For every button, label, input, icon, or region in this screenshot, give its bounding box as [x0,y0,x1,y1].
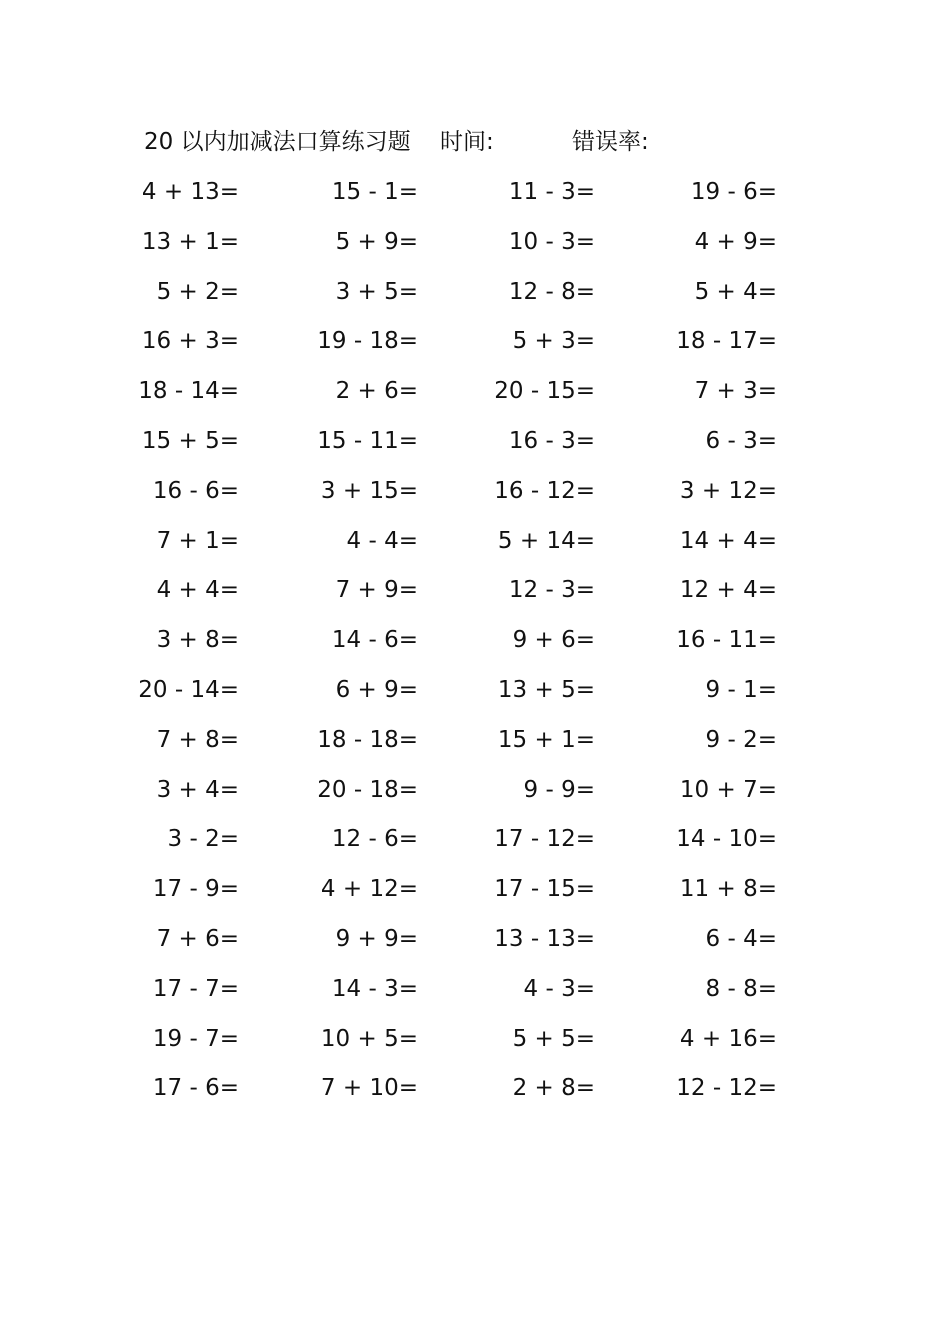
problem-cell: 12 - 6= [331,826,418,853]
problem-cell: 2 + 8= [512,1075,595,1102]
problem-cell: 18 - 18= [317,726,418,753]
problem-cell: 11 - 3= [508,179,595,205]
error-rate-label: 错误率: [572,129,649,155]
problem-row [0,172,950,222]
problem-cell: 11 + 8= [679,876,777,903]
problem-cell: 12 - 8= [508,278,595,305]
problem-cell: 16 + 3= [141,328,239,355]
problem-cell: 17 - 15= [494,876,595,903]
problem-cell: 5 + 5= [512,1025,595,1052]
problem-cell: 9 - 9= [523,776,595,803]
problem-cell: 4 + 13= [141,179,239,205]
problem-cell: 15 - 11= [317,427,418,454]
problem-cell: 4 + 4= [156,577,239,604]
problem-cell: 8 - 8= [705,975,777,1002]
problem-row [0,421,950,471]
problem-cell: 13 - 13= [494,925,595,952]
problem-cell: 5 + 2= [156,278,239,305]
problem-cell: 19 - 18= [317,328,418,355]
problem-cell: 2 + 6= [335,378,418,405]
problem-cell: 6 - 3= [705,427,777,454]
problem-grid [0,172,950,1118]
problem-cell: 7 + 8= [156,726,239,753]
problem-cell: 17 - 12= [494,826,595,853]
problem-cell: 14 - 6= [331,627,418,654]
problem-cell: 6 - 4= [705,925,777,952]
problem-cell: 17 - 9= [152,876,239,903]
problem-cell: 7 + 9= [335,577,418,604]
problem-cell: 15 + 5= [141,427,239,454]
problem-row [0,670,950,720]
problem-cell: 5 + 9= [335,228,418,255]
problem-row [0,1019,950,1069]
problem-cell: 4 + 12= [320,876,418,903]
problem-row [0,222,950,272]
problem-row [0,321,950,371]
problem-cell: 14 - 3= [331,975,418,1002]
problem-row [0,521,950,571]
problem-cell: 3 + 8= [156,627,239,654]
problem-cell: 3 + 5= [335,278,418,305]
problem-cell: 18 - 14= [138,378,239,405]
problem-row [0,570,950,620]
problem-cell: 18 - 17= [676,328,777,355]
problem-cell: 12 - 3= [508,577,595,604]
problem-row [0,272,950,322]
problem-cell: 5 + 4= [694,278,777,305]
problem-row [0,371,950,421]
problem-cell: 3 - 2= [167,826,239,853]
problem-cell: 7 + 3= [694,378,777,405]
problem-row [0,919,950,969]
problem-cell: 17 - 6= [152,1075,239,1102]
problem-cell: 16 - 6= [152,477,239,504]
problem-cell: 5 + 3= [512,328,595,355]
page-title: 20 以内加减法口算练习题 [144,129,411,155]
problem-cell: 19 - 6= [690,179,777,205]
problem-row [0,819,950,869]
problem-cell: 19 - 7= [152,1025,239,1052]
problem-row [0,869,950,919]
problem-cell: 17 - 7= [152,975,239,1002]
problem-cell: 12 - 12= [676,1075,777,1102]
problem-cell: 4 - 3= [523,975,595,1002]
problem-cell: 4 + 9= [694,228,777,255]
problem-cell: 13 + 1= [141,228,239,255]
problem-cell: 9 + 6= [512,627,595,654]
problem-cell: 20 - 15= [494,378,595,405]
problem-cell: 5 + 14= [497,527,595,554]
problem-cell: 7 + 6= [156,925,239,952]
problem-cell: 9 - 1= [705,676,777,703]
problem-cell: 7 + 1= [156,527,239,554]
problem-cell: 14 + 4= [679,527,777,554]
problem-row [0,471,950,521]
problem-cell: 3 + 15= [320,477,418,504]
problem-cell: 10 + 7= [679,776,777,803]
problem-row [0,720,950,770]
problem-cell: 4 - 4= [346,527,418,554]
problem-cell: 4 + 16= [679,1025,777,1052]
problem-cell: 10 - 3= [508,228,595,255]
time-label: 时间: [440,129,494,155]
problem-cell: 13 + 5= [497,676,595,703]
problem-row [0,969,950,1019]
problem-cell: 3 + 12= [679,477,777,504]
problem-cell: 16 - 3= [508,427,595,454]
problem-row [0,770,950,820]
problem-cell: 3 + 4= [156,776,239,803]
problem-row [0,1068,950,1118]
problem-row [0,620,950,670]
problem-cell: 15 + 1= [497,726,595,753]
problem-cell: 12 + 4= [679,577,777,604]
problem-cell: 20 - 14= [138,676,239,703]
problem-cell: 20 - 18= [317,776,418,803]
problem-cell: 6 + 9= [335,676,418,703]
problem-cell: 9 - 2= [705,726,777,753]
problem-cell: 9 + 9= [335,925,418,952]
problem-cell: 10 + 5= [320,1025,418,1052]
problem-cell: 16 - 11= [676,627,777,654]
worksheet-header [144,124,844,160]
problem-cell: 16 - 12= [494,477,595,504]
problem-cell: 14 - 10= [676,826,777,853]
problem-cell: 15 - 1= [331,179,418,205]
problem-cell: 7 + 10= [320,1075,418,1102]
